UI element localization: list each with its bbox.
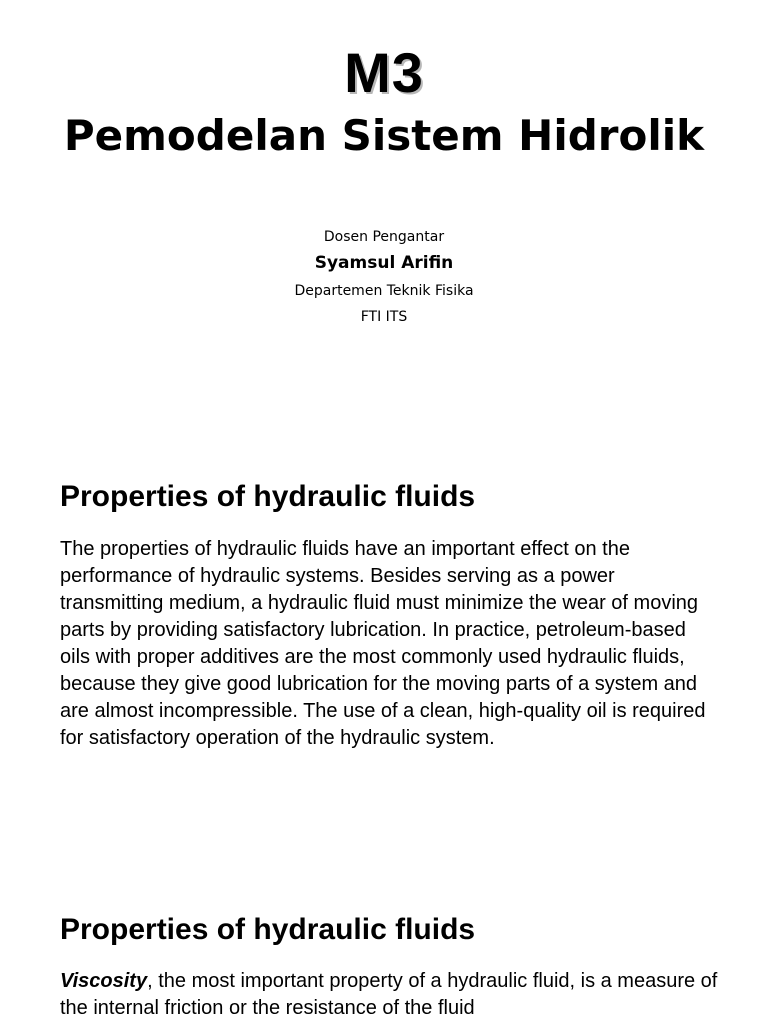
- slide-heading: Properties of hydraulic fluids: [60, 913, 476, 946]
- lecturer-label: Dosen Pengantar: [323, 229, 445, 245]
- slide-code: M3: [344, 41, 424, 104]
- faculty: FTI ITS: [360, 309, 408, 325]
- title-slide: [0, 0, 768, 400]
- slide-title: Pemodelan Sistem Hidrolik: [63, 111, 705, 160]
- lecturer-name: Syamsul Arifin: [314, 253, 454, 273]
- slide-body: [60, 968, 720, 1022]
- viscosity-term: Viscosity: [60, 970, 148, 992]
- department: Departemen Teknik Fisika: [294, 283, 474, 299]
- viscosity-text: , the most important property of a hydraulic fluid, is a measure of the internal friction or the resistance of the fluid: [60, 970, 718, 1019]
- slide-body: The properties of hydraulic fluids have an important effect on the performance of hydraulic systems. Besides serving as a power transmitting medium, a hydraulic fluid must minimize the wear of moving parts by providing satisfactory lubrication. In practice, petroleum-based oils with proper additives are the most commonly used hydraulic fluids, because they give good lubrication for the moving parts of a system and are almost incompressible. The use of a clean, high-quality oil is required for satisfactory operation of the hydraulic system.: [60, 538, 706, 749]
- slide-heading: Properties of hydraulic fluids: [60, 480, 476, 513]
